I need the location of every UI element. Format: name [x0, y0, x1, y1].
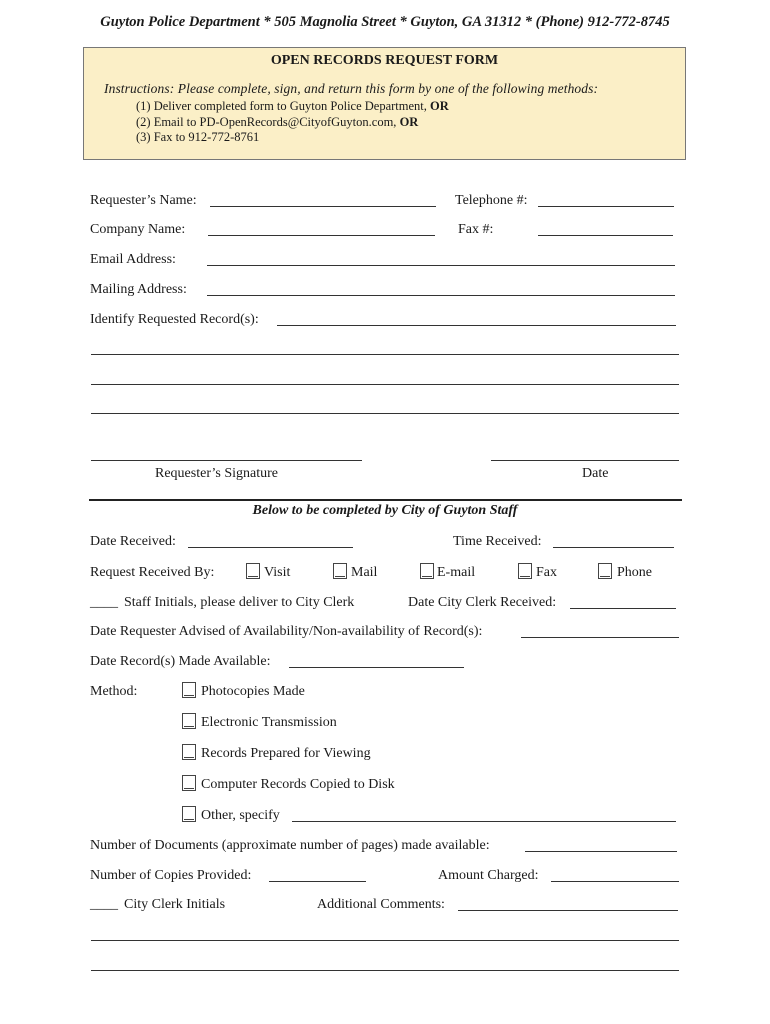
- received-by-label: Request Received By:: [90, 565, 215, 580]
- phone-checkbox[interactable]: [598, 563, 612, 579]
- visit-checkbox[interactable]: [246, 563, 260, 579]
- email-field[interactable]: [207, 265, 675, 266]
- num-documents-field[interactable]: [525, 851, 677, 852]
- requested-records-label: Identify Requested Record(s):: [90, 312, 259, 327]
- other-method-label: Other, specify: [201, 808, 280, 823]
- electronic-transmission-label: Electronic Transmission: [201, 715, 337, 730]
- section-divider: [89, 499, 682, 501]
- method-label: Method:: [90, 684, 138, 699]
- requested-records-field[interactable]: [277, 325, 676, 326]
- mailing-address-field[interactable]: [207, 295, 675, 296]
- staff-section-title: Below to be completed by City of Guyton Staff: [252, 503, 518, 518]
- mail-checkbox[interactable]: [333, 563, 347, 579]
- photocopies-label: Photocopies Made: [201, 684, 305, 699]
- company-name-label: Company Name:: [90, 222, 186, 237]
- email-label: Email Address:: [90, 252, 176, 267]
- electronic-transmission-checkbox[interactable]: [182, 713, 196, 729]
- visit-label: Visit: [264, 565, 291, 580]
- instructions-box: [83, 47, 686, 160]
- fax-checkbox[interactable]: [518, 563, 532, 579]
- mailing-address-label: Mailing Address:: [90, 282, 187, 297]
- additional-comments-field[interactable]: [458, 910, 678, 911]
- mail-label: Mail: [351, 565, 378, 580]
- copied-to-disk-label: Computer Records Copied to Disk: [201, 777, 395, 792]
- date-received-label: Date Received:: [90, 534, 176, 549]
- copied-to-disk-checkbox[interactable]: [182, 775, 196, 791]
- email-option-label: E-mail: [437, 565, 476, 580]
- photocopies-checkbox[interactable]: [182, 682, 196, 698]
- date-advised-field[interactable]: [521, 637, 679, 638]
- other-method-field[interactable]: [292, 821, 676, 822]
- clerk-initials-blank[interactable]: ____: [90, 897, 118, 912]
- signature-date-label: Date: [582, 466, 609, 481]
- department-header: Guyton Police Department * 505 Magnolia Street * Guyton, GA 31312 * (Phone) 912-772-8745: [100, 14, 670, 30]
- date-advised-label: Date Requester Advised of Availability/Non-availability of Record(s):: [90, 624, 483, 639]
- signature-field[interactable]: [91, 460, 362, 461]
- records-viewing-label: Records Prepared for Viewing: [201, 746, 371, 761]
- additional-comments-line-2[interactable]: [91, 940, 679, 941]
- instructions-text: Instructions: Please complete, sign, and return this form by one of the following methods:: [104, 81, 599, 96]
- time-received-label: Time Received:: [453, 534, 542, 549]
- num-copies-field[interactable]: [269, 881, 366, 882]
- telephone-label: Telephone #:: [455, 193, 528, 208]
- additional-comments-label: Additional Comments:: [317, 897, 445, 912]
- company-name-field[interactable]: [208, 235, 435, 236]
- requester-name-label: Requester’s Name:: [90, 193, 197, 208]
- signature-label: Requester’s Signature: [155, 466, 278, 481]
- telephone-field[interactable]: [538, 206, 674, 207]
- method-deliver: (1) Deliver completed form to Guyton Police Department, OR: [136, 99, 449, 113]
- date-received-field[interactable]: [188, 547, 353, 548]
- email-checkbox[interactable]: [420, 563, 434, 579]
- date-clerk-received-label: Date City Clerk Received:: [408, 595, 557, 610]
- records-viewing-checkbox[interactable]: [182, 744, 196, 760]
- date-made-available-field[interactable]: [289, 667, 464, 668]
- form-title: OPEN RECORDS REQUEST FORM: [270, 53, 499, 68]
- amount-charged-label: Amount Charged:: [438, 868, 539, 883]
- requested-records-line-4[interactable]: [91, 413, 679, 414]
- date-made-available-label: Date Record(s) Made Available:: [90, 654, 271, 669]
- signature-date-field[interactable]: [491, 460, 679, 461]
- phone-label: Phone: [617, 565, 652, 580]
- requested-records-line-2[interactable]: [91, 354, 679, 355]
- method-email: (2) Email to PD-OpenRecords@CityofGuyton.com, OR: [136, 115, 419, 129]
- amount-charged-field[interactable]: [551, 881, 679, 882]
- requested-records-line-3[interactable]: [91, 384, 679, 385]
- staff-initials-label: Staff Initials, please deliver to City Clerk: [124, 595, 355, 610]
- staff-initials-blank[interactable]: ____: [90, 595, 118, 610]
- method-fax: (3) Fax to 912-772-8761: [136, 130, 260, 144]
- num-documents-label: Number of Documents (approximate number of pages) made available:: [90, 838, 490, 853]
- time-received-field[interactable]: [553, 547, 674, 548]
- date-clerk-received-field[interactable]: [570, 608, 676, 609]
- fax-label: Fax #:: [458, 222, 494, 237]
- fax-option-label: Fax: [536, 565, 557, 580]
- requester-name-field[interactable]: [210, 206, 436, 207]
- clerk-initials-label: City Clerk Initials: [124, 897, 226, 912]
- other-method-checkbox[interactable]: [182, 806, 196, 822]
- fax-field[interactable]: [538, 235, 673, 236]
- num-copies-label: Number of Copies Provided:: [90, 868, 252, 883]
- additional-comments-line-3[interactable]: [91, 970, 679, 971]
